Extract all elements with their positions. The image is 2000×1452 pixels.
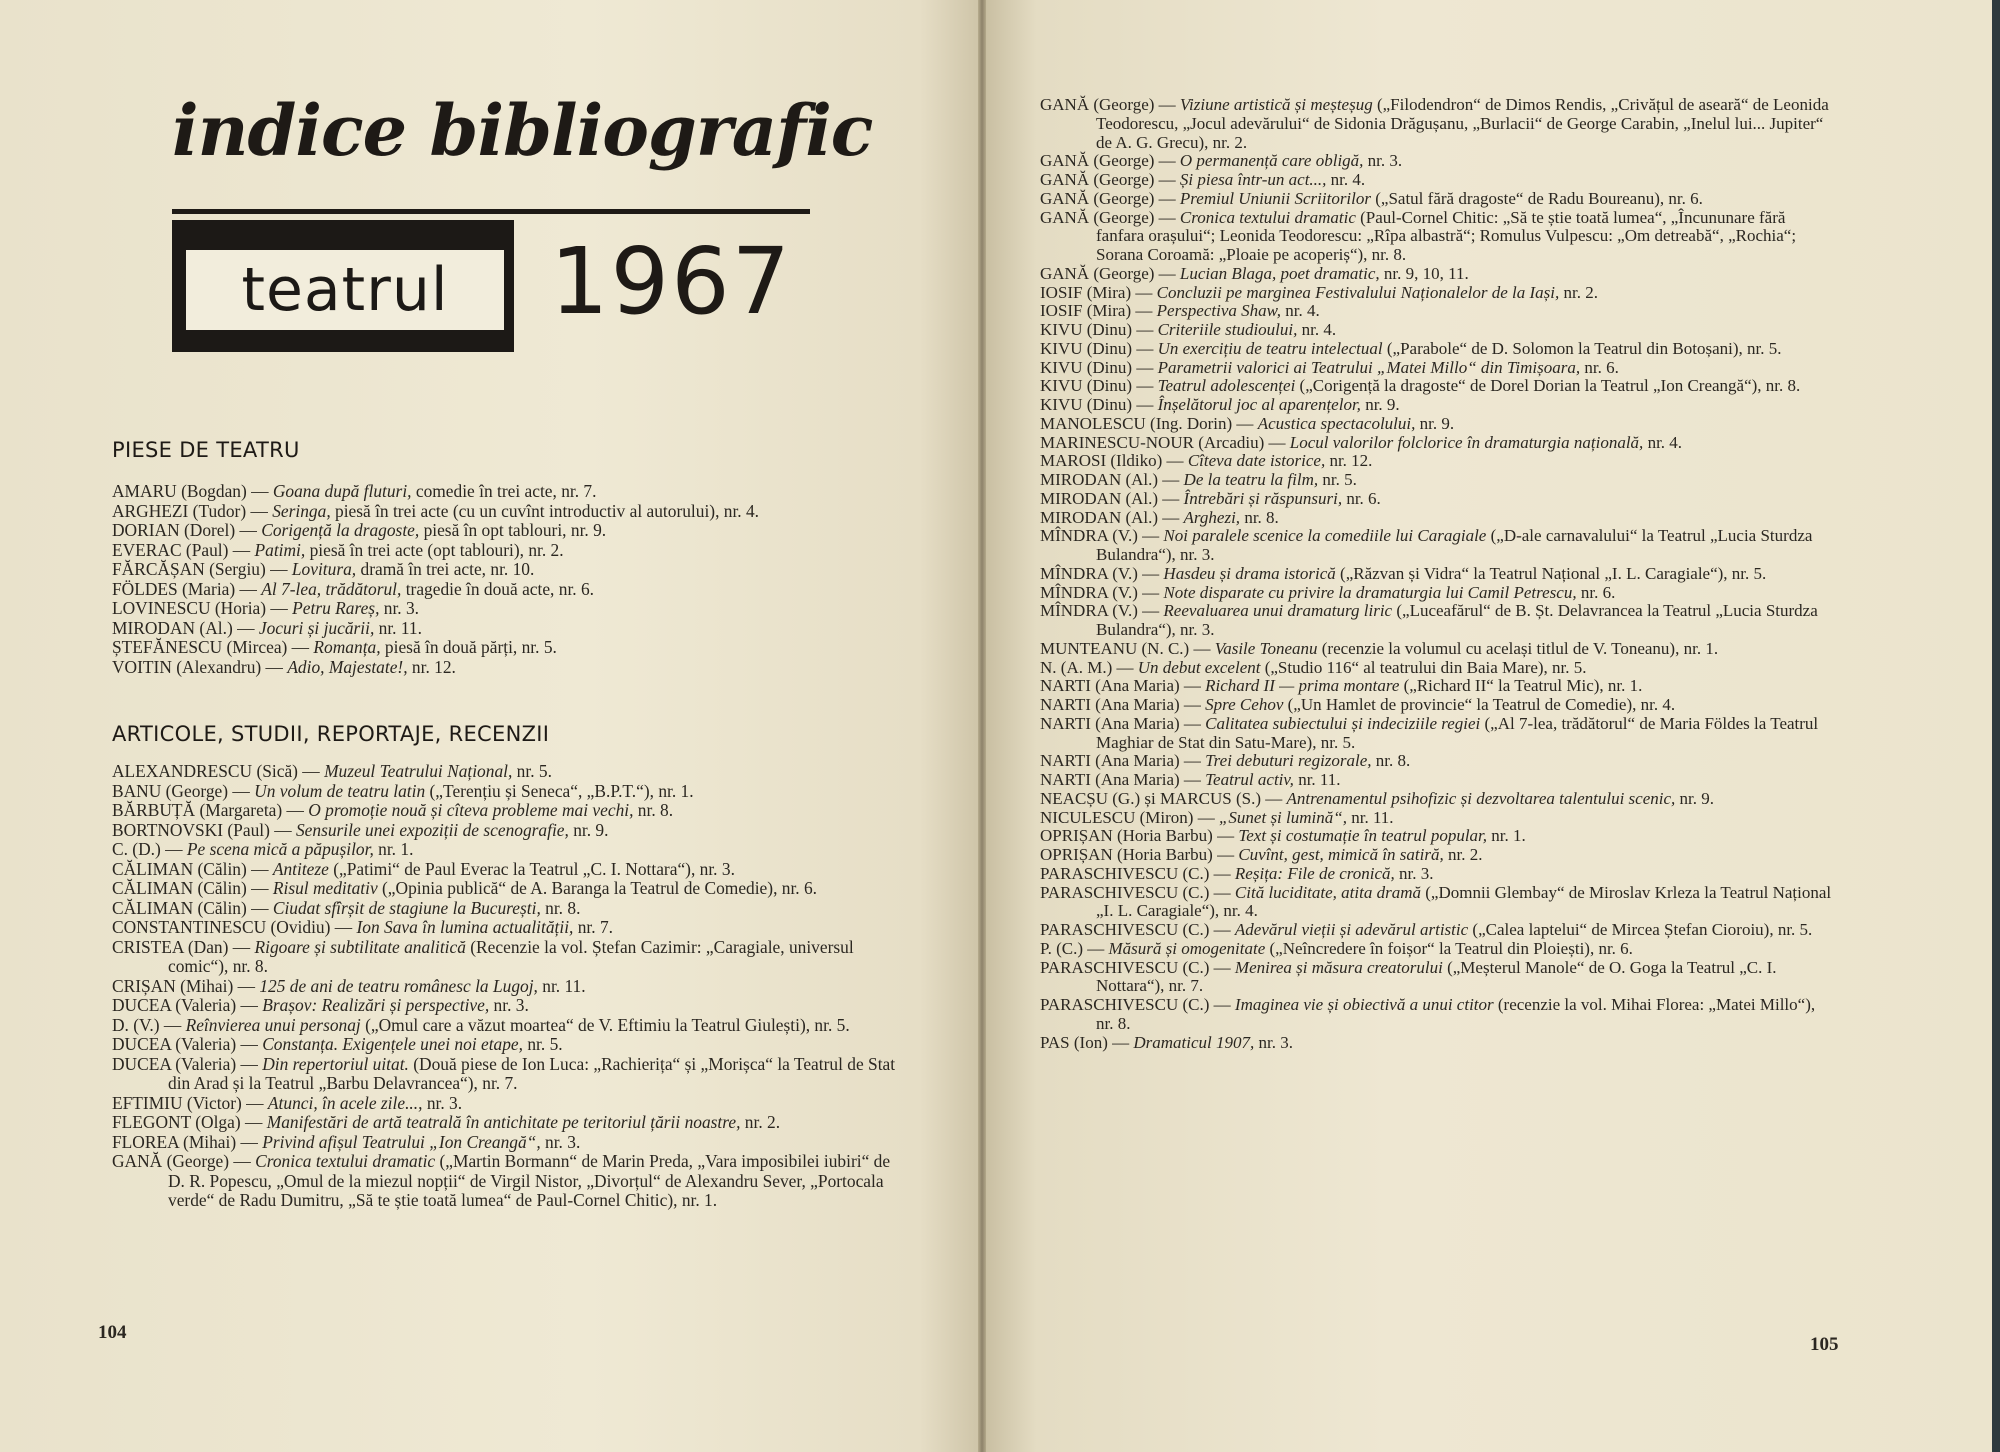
entry-title: Ciudat sfîrșit de stagiune la București, bbox=[272, 897, 541, 918]
entry-details: (Paul-Cornel Chitic: „Să te știe toată lumea“, „Încununare fără fanfara orașului“; Leonida Teodorescu: „Rîpa albastră“; Romulus Vulpescu: „Om detreabă“, „Rochia“; Sorana Coroamă: „Ploaie pe acoperiș“), nr. 8. bbox=[1096, 207, 1797, 264]
entry-title: Antrenamentul psihofizic și dezvoltarea talentului scenic, bbox=[1286, 788, 1676, 808]
entry-details: nr. 3. bbox=[1363, 151, 1403, 171]
bibliography-entry bbox=[1040, 152, 1834, 171]
bibliography-entry bbox=[112, 918, 910, 938]
bibliography-entry bbox=[1040, 809, 1834, 828]
entry-author: CONSTANTINESCU (Ovidiu) — bbox=[112, 917, 357, 937]
entry-details: („Luceafărul“ de B. Șt. Delavrancea la Teatrul „Lucia Sturdza Bulandra“), nr. 3. bbox=[1096, 601, 1818, 639]
entry-details: (recenzie la volumul cu același titlul de V. Toneanu), nr. 1. bbox=[1317, 638, 1719, 658]
entry-title: Cîteva date istorice, bbox=[1187, 451, 1326, 471]
entry-details: („Un Hamlet de provincie“ la Teatrul de Comedie), nr. 4. bbox=[1283, 695, 1676, 714]
entry-details: nr. 11. bbox=[374, 617, 422, 638]
entry-details: nr. 5. bbox=[523, 1034, 563, 1054]
entry-title: Spre Cehov bbox=[1205, 695, 1284, 714]
entry-title: Și piesa într-un act..., bbox=[1179, 170, 1327, 189]
bibliography-entry bbox=[1040, 434, 1834, 453]
entry-title: Imaginea vie și obiectivă a unui ctitor bbox=[1234, 995, 1494, 1014]
entry-author: GANĂ (George) — bbox=[1040, 207, 1180, 227]
entry-details: nr. 8. bbox=[540, 897, 581, 918]
entry-details: („Meșterul Manole“ de O. Goga la Teatrul „C. I. Nottara“), nr. 7. bbox=[1096, 957, 1777, 996]
entry-title: Note disparate cu privire la dramaturgia lui Camil Petrescu, bbox=[1163, 582, 1577, 602]
bibliography-entry bbox=[1040, 490, 1834, 509]
bibliography-entry bbox=[1040, 190, 1834, 209]
right-entries-list bbox=[1040, 96, 1834, 1052]
entry-title: Richard II — prima montare bbox=[1205, 676, 1400, 696]
entry-title: Din repertoriul uitat. bbox=[262, 1053, 409, 1074]
entry-author: NARTI (Ana Maria) — bbox=[1040, 676, 1206, 696]
entry-title: O promoție nouă și cîteva probleme mai vechi, bbox=[308, 800, 634, 820]
entry-details: („Satul fără dragoste“ de Radu Boureanu), nr. 6. bbox=[1371, 188, 1703, 208]
entry-details: nr. 3. bbox=[489, 995, 529, 1015]
entry-title: Atunci, în acele zile..., bbox=[267, 1092, 423, 1113]
entry-author: GANĂ (George) — bbox=[1040, 263, 1180, 283]
entry-details: nr. 8. bbox=[1240, 507, 1279, 527]
entry-title: Reevaluarea unui dramaturg liric bbox=[1163, 601, 1393, 621]
entry-title: Acustica spectacolului, bbox=[1257, 413, 1416, 433]
entry-title: Corigență la dragoste, bbox=[261, 520, 420, 540]
entry-details: („Corigență la dragoste“ de Dorel Dorian la Teatrul „Ion Creangă“), nr. 8. bbox=[1295, 376, 1801, 396]
bibliography-entry bbox=[1040, 265, 1834, 284]
entry-author: GANĂ (George) — bbox=[112, 1151, 256, 1171]
bibliography-entry bbox=[112, 801, 910, 821]
entry-title: Seringa, bbox=[272, 500, 331, 521]
entry-author: MIRODAN (Al.) — bbox=[1040, 470, 1184, 489]
bibliography-entry bbox=[1040, 396, 1834, 415]
bibliography-entry bbox=[112, 521, 910, 541]
entry-author: ALEXANDRESCU (Sică) — bbox=[112, 761, 325, 781]
entry-title: Risul meditativ bbox=[272, 878, 378, 898]
entry-title: Noi paralele scenice la comediile lui Caragiale bbox=[1163, 526, 1487, 546]
entry-author: OPRIȘAN (Horia Barbu) — bbox=[1040, 826, 1239, 846]
bibliography-entry bbox=[1040, 377, 1834, 396]
bibliography-entry bbox=[112, 840, 910, 860]
entry-details: nr. 9. bbox=[1415, 413, 1455, 433]
entry-author: NARTI (Ana Maria) — bbox=[1040, 770, 1206, 789]
entry-details: („Martin Bormann“ de Marin Preda, „Vara imposibilei iubiri“ de D. R. Popescu, „Omul de la miezul nopții“ de Virgil Nistor, „Divorțul“ de Alexandru Sever, „Portocala verde“ de Radu Dumitru, „Să te știe toată lumea“ de Paul-Cornel Chitic), nr. 1. bbox=[168, 1151, 891, 1210]
entry-title: Dramaticul 1907, bbox=[1133, 1032, 1255, 1052]
bibliography-entry bbox=[112, 560, 910, 580]
entry-author: FLOREA (Mihai) — bbox=[112, 1131, 263, 1152]
bibliography-entry bbox=[112, 580, 910, 600]
bibliography-entry bbox=[1040, 321, 1834, 340]
bibliography-entry bbox=[1040, 452, 1834, 471]
bibliography-entry bbox=[1040, 527, 1834, 565]
bibliography-entry bbox=[1040, 602, 1834, 640]
left-page bbox=[0, 0, 978, 1452]
entry-author: N. (A. M.) — bbox=[1040, 657, 1138, 677]
entry-title: Înșelătorul joc al aparențelor, bbox=[1157, 395, 1361, 414]
entry-title: Măsură și omogenitate bbox=[1108, 938, 1266, 958]
entry-title: Viziune artistică și meșteșug bbox=[1179, 95, 1373, 114]
entry-details: („Domnii Glembay“ de Miroslav Krleza la Teatrul Național „I. L. Caragiale“), nr. 4. bbox=[1096, 882, 1832, 921]
entry-details: nr. 6. bbox=[1576, 582, 1616, 602]
entry-title: Petru Rareș, bbox=[292, 598, 380, 618]
entry-details: nr. 7. bbox=[573, 917, 614, 937]
entry-title: Un volum de teatru latin bbox=[254, 780, 426, 801]
entry-title: Goana după fluturi, bbox=[272, 481, 412, 501]
entry-author: MUNTEANU (N. C.) — bbox=[1040, 638, 1215, 658]
plays-list bbox=[112, 482, 910, 677]
entry-author: PAS (Ion) — bbox=[1040, 1032, 1134, 1052]
entry-author: MIRODAN (Al.) — bbox=[1040, 488, 1184, 508]
entry-title: Criteriile studioului, bbox=[1157, 320, 1298, 339]
entry-title: De la teatru la film, bbox=[1183, 470, 1319, 489]
entry-title: Rigoare și subtilitate analitică bbox=[254, 936, 466, 957]
entry-author: ȘTEFĂNESCU (Mircea) — bbox=[112, 637, 314, 657]
bibliography-entry bbox=[1040, 96, 1834, 152]
entry-details: (recenzie la vol. Mihai Florea: „Matei Millo“), nr. 8. bbox=[1096, 995, 1816, 1033]
entry-author: NARTI (Ana Maria) — bbox=[1040, 751, 1206, 771]
entry-title: Cronica textului dramatic bbox=[255, 1151, 436, 1171]
entry-author: EVERAC (Paul) — bbox=[112, 539, 255, 560]
entry-title: Adevărul vieții și adevărul artistic bbox=[1234, 920, 1469, 939]
bibliography-entry bbox=[112, 619, 910, 639]
bibliography-entry bbox=[112, 1055, 910, 1094]
entry-details: („Studio 116“ al teatrului din Baia Mare), nr. 5. bbox=[1260, 657, 1587, 677]
entry-title: Teatrul adolescenței bbox=[1157, 376, 1296, 396]
entry-details: („Omul care a văzut moartea“ de V. Eftimiu la Teatrul Giulești), nr. 5. bbox=[360, 1014, 850, 1035]
entry-author: NEACȘU (G.) și MARCUS (S.) — bbox=[1040, 788, 1287, 808]
entry-author: ARGHEZI (Tudor) — bbox=[112, 500, 273, 521]
entry-details: („Al 7-lea, trădătorul“ de Maria Földes la Teatrul Maghiar de Stat din Satu-Mare), nr. 5. bbox=[1096, 713, 1819, 752]
entry-details: nr. 4. bbox=[1326, 170, 1366, 189]
entry-details: nr. 8. bbox=[1371, 751, 1411, 771]
bibliography-entry bbox=[1040, 340, 1834, 359]
entry-title: Menirea și măsura creatorului bbox=[1234, 957, 1443, 977]
bibliography-entry bbox=[112, 1133, 910, 1153]
entry-details: nr. 3. bbox=[1394, 863, 1434, 883]
teatrul-label: teatrul bbox=[186, 250, 504, 330]
bibliography-entry bbox=[112, 938, 910, 977]
bibliography-entry bbox=[1040, 415, 1834, 434]
entry-author: LOVINESCU (Horia) — bbox=[112, 598, 293, 618]
entry-author: P. (C.) — bbox=[1040, 938, 1109, 958]
entry-author: C. (D.) — bbox=[112, 839, 187, 859]
entry-author: KIVU (Dinu) — bbox=[1040, 357, 1158, 377]
bibliography-entry bbox=[112, 658, 910, 678]
entry-author: EFTIMIU (Victor) — bbox=[112, 1092, 268, 1113]
entry-details: piesă în trei acte (cu un cuvînt introductiv al autorului), nr. 4. bbox=[330, 500, 760, 521]
entry-details: („Răzvan și Vidra“ la Teatrul Național „I. L. Caragiale“), nr. 5. bbox=[1335, 563, 1767, 583]
entry-title: Vasile Toneanu bbox=[1214, 638, 1318, 658]
entry-author: MÎNDRA (V.) — bbox=[1040, 563, 1164, 583]
bibliography-entry bbox=[112, 1094, 910, 1114]
entry-details: nr. 5. bbox=[512, 761, 552, 781]
entry-details: („Opinia publică“ de A. Baranga la Teatrul de Comedie), nr. 6. bbox=[377, 878, 818, 898]
entry-title: Pe scena mică a păpușilor, bbox=[186, 839, 374, 859]
bibliography-entry bbox=[112, 482, 910, 502]
entry-title: Adio, Majestate!, bbox=[287, 656, 408, 677]
entry-author: D. (V.) — bbox=[112, 1014, 186, 1035]
entry-title: O permanență care obligă, bbox=[1179, 151, 1364, 171]
entry-author: MAROSI (Ildiko) — bbox=[1040, 451, 1188, 471]
bibliography-entry bbox=[1040, 940, 1834, 959]
entry-details: nr. 4. bbox=[1297, 320, 1337, 339]
entry-details: („Parabole“ de D. Solomon la Teatrul din Botoșani), nr. 5. bbox=[1382, 338, 1782, 358]
entry-title: Al 7-lea, trădătorul, bbox=[261, 578, 402, 599]
entry-author: CĂLIMAN (Călin) — bbox=[112, 878, 273, 898]
entry-author: PARASCHIVESCU (C.) — bbox=[1040, 995, 1235, 1014]
entry-title: Ion Sava în lumina actualității, bbox=[356, 917, 574, 937]
bibliography-entry bbox=[1040, 827, 1834, 846]
entry-details: nr. 1. bbox=[1487, 826, 1526, 846]
entry-author: MANOLESCU (Ing. Dorin) — bbox=[1040, 413, 1258, 433]
entry-details: nr. 6. bbox=[1342, 488, 1381, 508]
entry-title: Trei debuturi regizorale, bbox=[1205, 751, 1372, 771]
entry-details: („D-ale carnavalului“ la Teatrul „Lucia Sturdza Bulandra“), nr. 3. bbox=[1096, 526, 1813, 564]
entry-details: („Neîncredere în foișor“ la Teatrul din Ploiești), nr. 6. bbox=[1265, 938, 1633, 958]
entry-details: nr. 11. bbox=[1346, 807, 1394, 827]
entry-author: BORTNOVSKI (Paul) — bbox=[112, 819, 296, 840]
bibliography-entry bbox=[112, 996, 910, 1016]
bibliography-entry bbox=[112, 899, 910, 919]
entry-title: Cită luciditate, atita dramă bbox=[1234, 882, 1421, 902]
bibliography-entry bbox=[1040, 509, 1834, 528]
book-cover-edge bbox=[1992, 0, 2000, 1452]
entry-details: nr. 2. bbox=[1559, 282, 1598, 302]
entry-author: DORIAN (Dorel) — bbox=[112, 520, 262, 540]
entry-author: KIVU (Dinu) — bbox=[1040, 395, 1158, 414]
entry-title: Romanța, bbox=[313, 637, 381, 657]
bibliography-entry bbox=[112, 821, 910, 841]
title-year: 1967 bbox=[550, 228, 793, 335]
entry-details: comedie în trei acte, nr. 7. bbox=[411, 481, 597, 501]
bibliography-entry bbox=[1040, 584, 1834, 603]
entry-details: nr. 12. bbox=[407, 656, 456, 677]
entry-author: BĂRBUȚĂ (Margareta) — bbox=[112, 800, 309, 820]
page-number: 105 bbox=[1810, 1334, 1839, 1355]
bibliography-entry bbox=[1040, 996, 1834, 1034]
entry-details: tragedie în două acte, nr. 6. bbox=[401, 578, 595, 599]
entry-title: Locul valorilor folclorice în dramaturgia națională, bbox=[1289, 432, 1644, 452]
entry-title: Lovitura, bbox=[291, 559, 357, 579]
entry-title: Muzeul Teatrului Național, bbox=[324, 761, 513, 781]
entry-title: Sensurile unei expoziții de scenografie, bbox=[295, 819, 569, 840]
bibliography-entry bbox=[1040, 302, 1834, 321]
bibliography-entry bbox=[112, 1152, 910, 1211]
bibliography-entry bbox=[112, 782, 910, 802]
bibliography-entry bbox=[1040, 171, 1834, 190]
entry-details: nr. 2. bbox=[740, 1112, 781, 1132]
bibliography-entry bbox=[112, 638, 910, 658]
bibliography-entry bbox=[112, 860, 910, 880]
entry-author: MARINESCU-NOUR (Arcadiu) — bbox=[1040, 432, 1290, 452]
right-page bbox=[986, 0, 1996, 1452]
entry-title: Concluzii pe marginea Festivalului Naționalelor de la Iași, bbox=[1156, 282, 1560, 302]
entry-title: Arghezi, bbox=[1183, 507, 1241, 527]
entry-title: Privind afișul Teatrului „Ion Creangă“, bbox=[262, 1131, 541, 1152]
entry-details: nr. 9, 10, 11. bbox=[1379, 263, 1469, 283]
entry-title: Cuvînt, gest, mimică în satiră, bbox=[1238, 845, 1444, 864]
entry-author: FLEGONT (Olga) — bbox=[112, 1112, 267, 1132]
entry-details: („Calea laptelui“ de Mircea Ștefan Cioroiu), nr. 5. bbox=[1468, 920, 1813, 939]
bibliography-entry bbox=[1040, 884, 1834, 922]
entry-author: DUCEA (Valeria) — bbox=[112, 1034, 263, 1054]
entry-details: dramă în trei acte, nr. 10. bbox=[356, 559, 535, 579]
entry-author: NICULESCU (Miron) — bbox=[1040, 807, 1219, 827]
entry-author: GANĂ (George) — bbox=[1040, 188, 1180, 208]
teatrul-box bbox=[172, 220, 514, 352]
entry-author: KIVU (Dinu) — bbox=[1040, 320, 1158, 339]
entry-details: piesă în opt tablouri, nr. 9. bbox=[419, 520, 607, 540]
entry-details: nr. 8. bbox=[633, 800, 674, 820]
entry-details: nr. 4. bbox=[1280, 301, 1320, 321]
entry-title: 125 de ani de teatru românesc la Lugoj, bbox=[259, 975, 538, 996]
entry-details: nr. 4. bbox=[1643, 432, 1683, 452]
bibliography-entry bbox=[1040, 771, 1834, 790]
entry-details: nr. 12. bbox=[1325, 451, 1373, 471]
entry-author: GANĂ (George) — bbox=[1040, 151, 1180, 171]
entry-author: CĂLIMAN (Călin) — bbox=[112, 897, 273, 918]
bibliography-entry bbox=[112, 502, 910, 522]
bibliography-entry bbox=[1040, 846, 1834, 865]
bibliography-entry bbox=[1040, 1034, 1834, 1053]
entry-author: NARTI (Ana Maria) — bbox=[1040, 695, 1206, 714]
bibliography-entry bbox=[112, 541, 910, 561]
entry-details: (Două piese de Ion Luca: „Rachierița“ și „Morișca“ la Teatrul de Stat din Arad și la Teatrul „Barbu Delavrancea“), nr. 7. bbox=[168, 1053, 896, 1093]
entry-details: nr. 3. bbox=[379, 598, 420, 618]
entry-details: nr. 3. bbox=[540, 1131, 581, 1152]
bibliography-entry bbox=[1040, 752, 1834, 771]
book-gutter bbox=[978, 0, 986, 1452]
entry-author: BANU (George) — bbox=[112, 780, 255, 801]
bibliography-entry bbox=[1040, 715, 1834, 753]
entry-author: FÖLDES (Maria) — bbox=[112, 578, 262, 599]
entry-author: PARASCHIVESCU (C.) — bbox=[1040, 882, 1235, 902]
entry-title: Întrebări și răspunsuri, bbox=[1183, 488, 1343, 508]
entry-author: KIVU (Dinu) — bbox=[1040, 338, 1158, 358]
title-rule bbox=[172, 209, 810, 214]
entry-author: NARTI (Ana Maria) — bbox=[1040, 713, 1206, 733]
entry-details: piesă în trei acte (opt tablouri), nr. 2. bbox=[305, 539, 564, 560]
entry-details: nr. 3. bbox=[422, 1092, 463, 1113]
entry-author: CRISTEA (Dan) — bbox=[112, 936, 255, 957]
entry-details: nr. 9. bbox=[568, 819, 609, 840]
entry-author: CRIȘAN (Mihai) — bbox=[112, 975, 260, 996]
bibliography-entry bbox=[1040, 790, 1834, 809]
entry-details: („Terențiu și Seneca“, „B.P.T.“), nr. 1. bbox=[425, 780, 694, 801]
bibliography-entry bbox=[112, 879, 910, 899]
title-block bbox=[172, 89, 873, 358]
entry-details: piesă în două părți, nr. 5. bbox=[380, 637, 557, 657]
bibliography-entry bbox=[1040, 359, 1834, 378]
entry-author: MIRODAN (Al.) — bbox=[112, 617, 259, 638]
script-title: indice bibliografic bbox=[172, 89, 873, 172]
entry-title: Brașov: Realizări și perspective, bbox=[262, 995, 490, 1015]
entry-author: OPRIȘAN (Horia Barbu) — bbox=[1040, 845, 1239, 864]
entry-author: MÎNDRA (V.) — bbox=[1040, 601, 1164, 621]
entry-details: nr. 11. bbox=[537, 975, 586, 996]
entry-author: FĂRCĂȘAN (Sergiu) — bbox=[112, 559, 292, 579]
entry-author: MIRODAN (Al.) — bbox=[1040, 507, 1184, 527]
entry-author: PARASCHIVESCU (C.) — bbox=[1040, 863, 1235, 883]
entry-author: GANĂ (George) — bbox=[1040, 95, 1180, 114]
bibliography-entry bbox=[1040, 284, 1834, 303]
bibliography-entry bbox=[1040, 565, 1834, 584]
entry-title: Jocuri și jucării, bbox=[258, 617, 375, 638]
entry-author: IOSIF (Mira) — bbox=[1040, 301, 1157, 321]
entry-title: „Sunet și lumină“, bbox=[1218, 807, 1347, 827]
entry-title: Reșița: File de cronică, bbox=[1234, 863, 1395, 883]
entry-details: nr. 1. bbox=[373, 839, 414, 859]
entry-title: Patimi, bbox=[254, 539, 306, 560]
bibliography-entry bbox=[112, 1113, 910, 1133]
section-heading-plays: PIESE DE TEATRU bbox=[112, 438, 300, 462]
entry-title: Manifestări de artă teatrală în antichitate pe teritoriul țării noastre, bbox=[266, 1112, 741, 1132]
entry-title: Un exercițiu de teatru intelectual bbox=[1157, 338, 1383, 358]
bibliography-entry bbox=[112, 762, 910, 782]
bibliography-entry bbox=[1040, 209, 1834, 265]
bibliography-entry bbox=[1040, 659, 1834, 678]
entry-author: CĂLIMAN (Călin) — bbox=[112, 858, 273, 879]
entry-details: („Patimi“ de Paul Everac la Teatrul „C. I. Nottara“), nr. 3. bbox=[328, 858, 735, 879]
entry-author: KIVU (Dinu) — bbox=[1040, 376, 1158, 396]
bibliography-entry bbox=[1040, 959, 1834, 997]
entry-author: PARASCHIVESCU (C.) — bbox=[1040, 920, 1235, 939]
entry-details: (Recenzie la vol. Ștefan Cazimir: „Caragiale, universul comic“), nr. 8. bbox=[168, 936, 854, 976]
entry-author: AMARU (Bogdan) — bbox=[112, 481, 273, 501]
articles-list bbox=[112, 762, 910, 1211]
entry-details: nr. 9. bbox=[1360, 395, 1400, 414]
section-heading-articles: ARTICOLE, STUDII, REPORTAJE, RECENZII bbox=[112, 722, 550, 746]
entry-author: VOITIN (Alexandru) — bbox=[112, 656, 288, 677]
entry-title: Perspectiva Shaw, bbox=[1156, 301, 1281, 321]
entry-details: nr. 5. bbox=[1318, 470, 1357, 489]
entry-author: IOSIF (Mira) — bbox=[1040, 282, 1157, 302]
entry-author: DUCEA (Valeria) — bbox=[112, 995, 263, 1015]
bibliography-entry bbox=[1040, 677, 1834, 696]
entry-details: nr. 2. bbox=[1443, 845, 1483, 864]
entry-details: nr. 11. bbox=[1293, 770, 1341, 789]
entry-title: Constanța. Exigențele unei noi etape, bbox=[262, 1034, 524, 1054]
entry-title: Teatrul activ, bbox=[1205, 770, 1294, 789]
bibliography-entry bbox=[1040, 471, 1834, 490]
bibliography-entry bbox=[112, 1035, 910, 1055]
bibliography-entry bbox=[112, 599, 910, 619]
entry-title: Reînvierea unui personaj bbox=[185, 1014, 361, 1035]
bibliography-entry bbox=[112, 1016, 910, 1036]
entry-title: Parametrii valorici ai Teatrului „Matei Millo“ din Timișoara, bbox=[1157, 357, 1581, 377]
entry-author: MÎNDRA (V.) — bbox=[1040, 582, 1164, 602]
bibliography-entry bbox=[112, 977, 910, 997]
entry-title: Un debut excelent bbox=[1137, 657, 1261, 677]
entry-details: („Richard II“ la Teatrul Mic), nr. 1. bbox=[1399, 676, 1643, 696]
entry-title: Hasdeu și drama istorică bbox=[1163, 563, 1336, 583]
bibliography-entry bbox=[1040, 865, 1834, 884]
entry-title: Cronica textului dramatic bbox=[1179, 207, 1356, 227]
entry-details: („Filodendron“ de Dimos Rendis, „Crivățul de aseară“ de Leonida Teodorescu, „Jocul adevărului“ de Sidonia Drăgușanu, „Burlacii“ de George Carabin, „Inelul lui... Jupiter“ de A. G. Grecu), nr. 2. bbox=[1096, 95, 1829, 152]
entry-title: Lucian Blaga, poet dramatic, bbox=[1179, 263, 1380, 283]
entry-title: Calitatea subiectului și indeciziile regiei bbox=[1205, 713, 1481, 733]
entry-title: Text și costumație în teatrul popular, bbox=[1238, 826, 1488, 846]
entry-details: nr. 3. bbox=[1254, 1032, 1293, 1052]
entry-author: DUCEA (Valeria) — bbox=[112, 1053, 263, 1074]
bibliography-entry bbox=[1040, 640, 1834, 659]
entry-title: Premiul Uniunii Scriitorilor bbox=[1179, 188, 1371, 208]
entry-author: GANĂ (George) — bbox=[1040, 170, 1180, 189]
entry-title: Antiteze bbox=[272, 858, 329, 879]
entry-details: nr. 9. bbox=[1675, 788, 1714, 808]
page-number: 104 bbox=[98, 1322, 127, 1343]
bibliography-entry bbox=[1040, 921, 1834, 940]
entry-author: PARASCHIVESCU (C.) — bbox=[1040, 957, 1235, 977]
entry-details: nr. 6. bbox=[1580, 357, 1619, 377]
bibliography-entry bbox=[1040, 696, 1834, 715]
entry-author: MÎNDRA (V.) — bbox=[1040, 526, 1164, 546]
